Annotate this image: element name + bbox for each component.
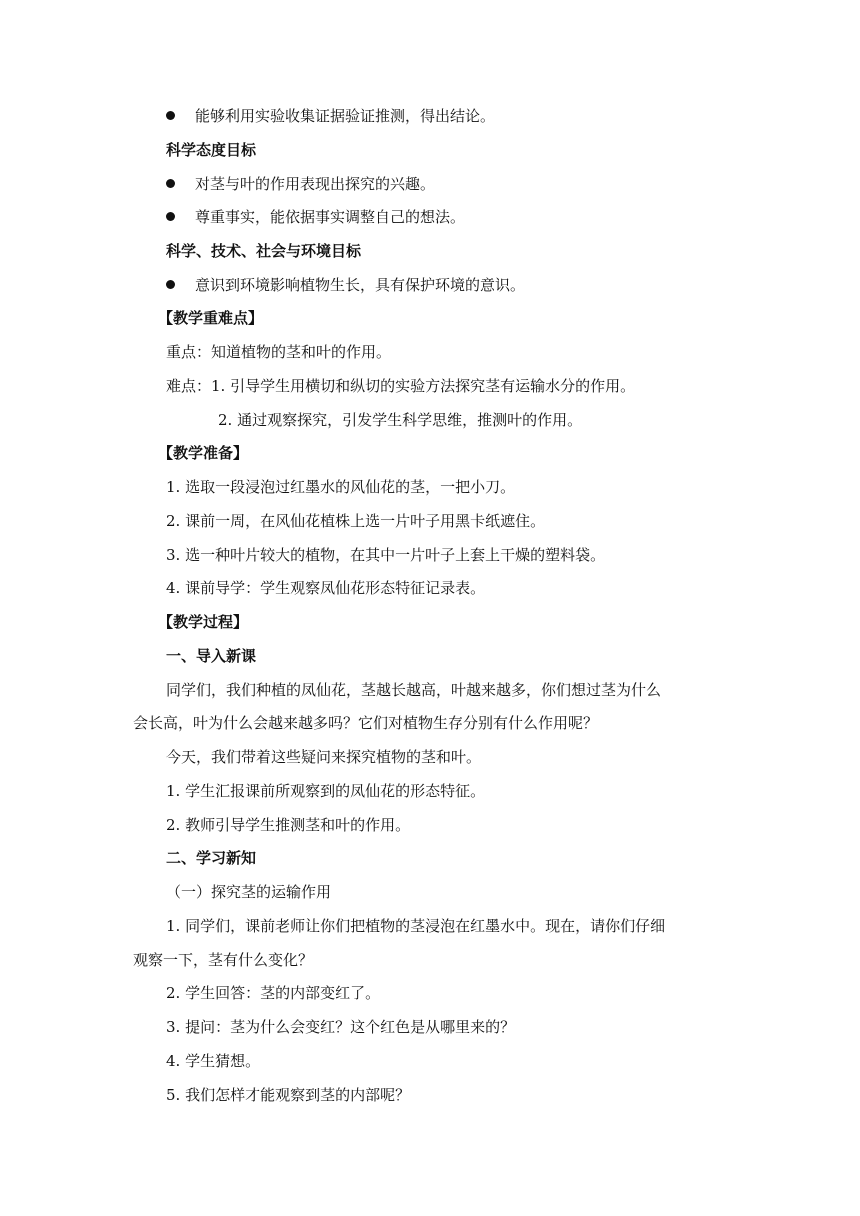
bullet-item: [166, 207, 726, 227]
stem-step-2: 2. 学生回答：茎的内部变红了。: [166, 984, 381, 1002]
prep-item-1: 1. 选取一段浸泡过红墨水的风仙花的茎，一把小刀。: [166, 478, 516, 496]
prep-item-2: 2. 课前一周，在风仙花植株上选一片叶子用黑卡纸遮住。: [166, 512, 546, 530]
subheading-stem: （一）探究茎的运输作用: [166, 883, 332, 901]
difficulty-2: 2. 通过观察探究，引发学生科学思维，推测叶的作用。: [218, 411, 583, 429]
bullet-dot-icon: [166, 212, 175, 221]
prep-item-3: 3. 选一种叶片较大的植物，在其中一片叶子上套上干燥的塑料袋。: [166, 546, 606, 564]
intro-step-2: 2. 教师引导学生推测茎和叶的作用。: [166, 816, 411, 834]
stem-step-4: 4. 学生猜想。: [166, 1052, 261, 1070]
intro-paragraph-line-1: 同学们，我们种植的凤仙花，茎越长越高，叶越来越多，你们想过茎为什么: [166, 681, 662, 699]
bullet-text: 意识到环境影响植物生长，具有保护环境的意识。: [195, 276, 526, 294]
stem-step-1-line-2: 观察一下，茎有什么变化？: [133, 951, 314, 969]
heading-intro: 一、导入新课: [166, 647, 257, 665]
heading-attitude: 科学态度目标: [166, 141, 257, 159]
bullet-dot-icon: [166, 179, 175, 188]
bullet-dot-icon: [166, 111, 175, 120]
bullet-item: [166, 174, 726, 194]
stem-step-3: 3. 提问：茎为什么会变红？这个红色是从哪里来的？: [166, 1018, 516, 1036]
section-key-points: 【教学重难点】: [158, 309, 264, 327]
heading-sts: 科学、技术、社会与环境目标: [166, 242, 362, 260]
bullet-item: [166, 275, 726, 295]
intro-paragraph-2: 今天，我们带着这些疑问来探究植物的茎和叶。: [166, 748, 482, 766]
intro-step-1: 1. 学生汇报课前所观察到的凤仙花的形态特征。: [166, 782, 486, 800]
bullet-text: 尊重事实，能依据事实调整自己的想法。: [195, 208, 466, 226]
difficulty-1: 难点：1. 引导学生用横切和纵切的实验方法探究茎有运输水分的作用。: [166, 377, 636, 395]
bullet-item: [166, 106, 726, 126]
bullet-text: 能够利用实验收集证据验证推测，得出结论。: [195, 107, 496, 125]
prep-item-4: 4. 课前导学：学生观察凤仙花形态特征记录表。: [166, 579, 486, 597]
intro-paragraph-line-2: 会长高，叶为什么会越来越多吗？它们对植物生存分别有什么作用呢？: [133, 714, 599, 732]
section-process: 【教学过程】: [158, 613, 249, 631]
bullet-dot-icon: [166, 280, 175, 289]
key-point: 重点：知道植物的茎和叶的作用。: [166, 343, 392, 361]
stem-step-1-line-1: 1. 同学们，课前老师让你们把植物的茎浸泡在红墨水中。现在，请你们仔细: [166, 917, 666, 935]
heading-new-knowledge: 二、学习新知: [166, 849, 257, 867]
section-preparation: 【教学准备】: [158, 444, 249, 462]
bullet-text: 对茎与叶的作用表现出探究的兴趣。: [195, 175, 436, 193]
stem-step-5: 5. 我们怎样才能观察到茎的内部呢？: [166, 1086, 411, 1104]
